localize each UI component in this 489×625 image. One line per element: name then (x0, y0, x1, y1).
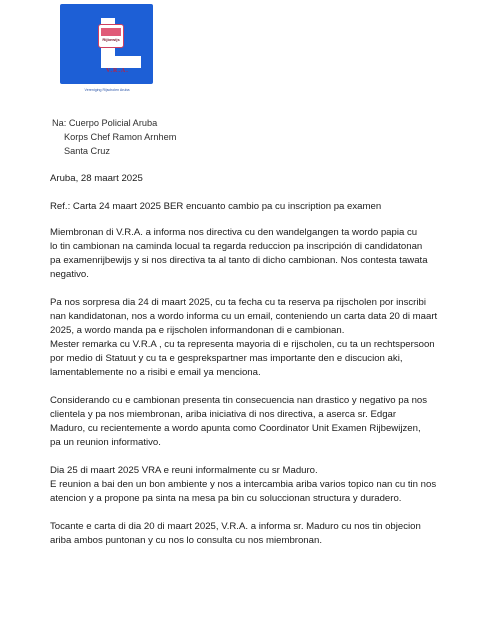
paragraph-line: 2025, a wordo manda pa e rijscholen informandonan di e cambionan. (50, 325, 345, 336)
paragraph-line: Maduro, cu recientemente a wordo apunta como Coordinator Unit Examen Rijbewijzen, (50, 423, 421, 434)
vra-logo (60, 4, 153, 94)
paragraph-line: Mester remarka cu V.R.A , cu ta representa mayoria di e rijscholen, cu ta un rechtspersoon (50, 339, 435, 350)
reference-line: Ref.: Carta 24 maart 2025 BER encuanto cambio pa cu inscription pa examen (50, 201, 382, 212)
paragraph-line: E reunion a bai den un bon ambiente y nos a intercambia ariba varios topico nan cu tin nos (50, 479, 437, 490)
paragraph-line: lamentablemente no a risibi e email ya menciona. (50, 367, 261, 378)
paragraph-line: Dia 25 di maart 2025 VRA e reuni informalmente cu sr Maduro. (50, 465, 318, 476)
paragraph-line: Tocante e carta di dia 20 di maart 2025, V.R.A. a informa sr. Maduro cu nos tin objecion (50, 521, 421, 532)
paragraph-line: por medio di Statuut y cu ta e gesprekspartner mas importante den e discucion aki, (50, 353, 403, 364)
paragraph-line: lo tin cambionan na caminda locual ta regarda reduccion pa inscripción di candidatonan (50, 241, 423, 252)
paragraph-line: clientela y pa nos miembronan, ariba iniciativa di nos directiva, a aserca sr. Edgar (50, 409, 397, 420)
logo-badge-text: Rijbewijs (102, 37, 120, 42)
address-line-1: Na: Cuerpo Policial Aruba (52, 118, 158, 128)
address-line-3: Santa Cruz (64, 146, 110, 156)
paragraph-line: Considerando cu e cambionan presenta tin consecuencia nan drastico y negativo pa nos (50, 395, 428, 406)
paragraph-line: atencion y a propone pa sinta na mesa pa bin cu soluccionan structura y duradero. (50, 493, 402, 504)
paragraph-line: pa examenrijbewijs y si nos directiva ta al tanto di dicho cambionan. Nos contesta tawata (50, 255, 428, 266)
letter-date: Aruba, 28 maart 2025 (50, 173, 143, 184)
paragraph-line: negativo. (50, 269, 89, 280)
paragraph-line: nan kandidatonan, nos a wordo informa cu un email, conteniendo un carta data 20 di maart (50, 311, 438, 322)
logo-badge (98, 24, 124, 48)
address-line-2: Korps Chef Ramon Arnhem (64, 132, 177, 142)
paragraph-line: ariba ambos puntonan y cu nos lo consulta cu nos miembronan. (50, 535, 322, 546)
logo-caption: Vereniging Rijscholen Aruba (84, 88, 130, 92)
paragraph-line: Pa nos sorpresa dia 24 di maart 2025, cu ta fecha cu ta reserva pa rijscholen por inscribi (50, 297, 426, 308)
paragraph-line: Miembronan di V.R.A. a informa nos directiva cu den wandelgangen ta wordo papia cu (50, 227, 418, 238)
paragraph-line: pa un reunion informativo. (50, 437, 161, 448)
logo-org-initials: V.R.A. (106, 68, 129, 74)
